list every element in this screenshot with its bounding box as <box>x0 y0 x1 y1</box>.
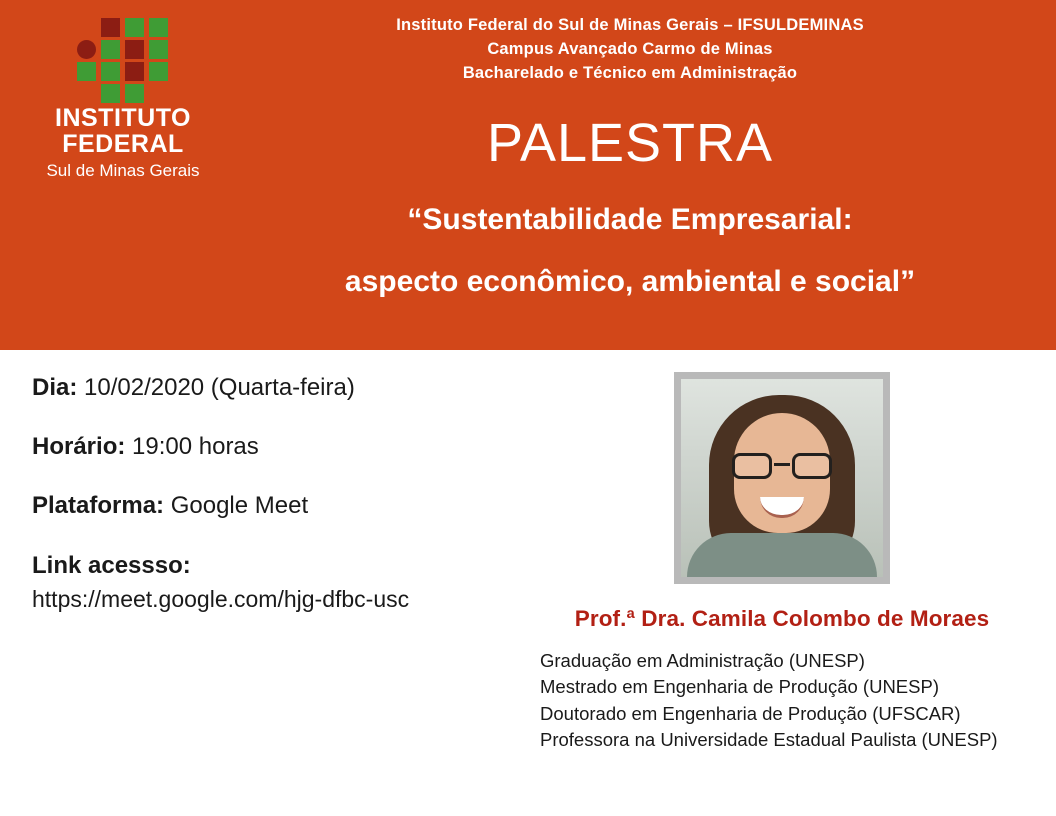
bio-line-2: Mestrado em Engenharia de Produção (UNESP) <box>540 676 939 698</box>
logo-name-line2: FEDERAL <box>62 129 184 158</box>
logo-mark-icon <box>71 18 175 102</box>
institution-line-2: Campus Avançado Carmo de Minas <box>487 39 773 58</box>
event-details <box>32 372 512 616</box>
speaker-bio <box>536 648 1028 753</box>
speaker-photo <box>674 372 890 584</box>
detail-platform-label: Plataforma: <box>32 492 165 520</box>
detail-platform <box>32 490 512 521</box>
detail-date-label: Dia: <box>32 374 78 401</box>
logo-name-line1: INSTITUTO <box>55 104 191 132</box>
bio-line-1: Graduação em Administração (UNESP) <box>540 650 865 671</box>
bio-line-4: Professora na Universidade Estadual Paulista (UNESP) <box>540 728 998 750</box>
institution-line-3: Bacharelado e Técnico em Administração <box>462 63 798 82</box>
ifsuldeminas-logo <box>28 10 218 181</box>
poster-header <box>0 0 1056 350</box>
detail-platform-value: Google Meet <box>170 492 309 520</box>
detail-date <box>32 372 512 403</box>
detail-link-label: Link acessso: <box>32 551 191 579</box>
speaker-photo-image <box>681 379 883 577</box>
event-type-title: PALESTRA <box>486 112 774 173</box>
poster-body <box>0 350 1056 816</box>
detail-time-value: 19:00 horas <box>132 433 259 461</box>
detail-time <box>32 431 512 462</box>
bio-line-3: Doutorado em Engenharia de Produção (UFSCAR) <box>540 702 961 724</box>
event-theme-line-1: “Sustentabilidade Empresarial: <box>407 202 853 236</box>
glasses-icon <box>730 453 834 479</box>
institution-line-1: Instituto Federal do Sul de Minas Gerais – IFSULDEMINAS <box>396 16 864 34</box>
meeting-link[interactable]: https://meet.google.com/hjg-dfbc-usc <box>32 585 410 612</box>
speaker-name: Prof.ª Dra. Camila Colombo de Moraes <box>574 606 990 631</box>
event-theme-line-2: aspecto econômico, ambiental e social” <box>344 265 916 299</box>
speaker-block <box>536 372 1028 753</box>
logo-subtitle: Sul de Minas Gerais <box>46 161 200 180</box>
header-title-group <box>230 14 1030 303</box>
detail-time-label: Horário: <box>32 433 126 461</box>
detail-date-value: 10/02/2020 (Quarta-feira) <box>84 374 355 401</box>
detail-link <box>32 550 512 617</box>
